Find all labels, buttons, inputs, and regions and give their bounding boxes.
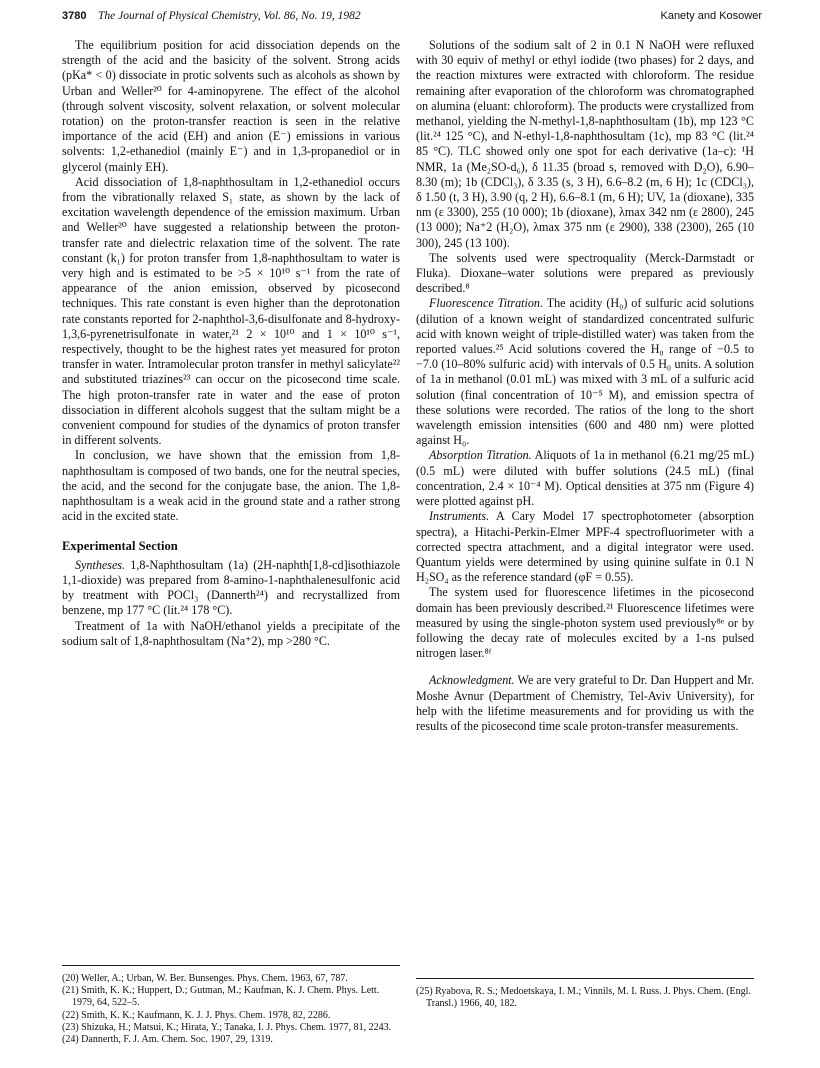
footnote-20: (20) Weller, A.; Urban, W. Ber. Bunsenges. Phys. Chem. 1963, 67, 787. (62, 973, 348, 984)
paragraph-fluorescence-titration (416, 296, 754, 448)
footnote-21: (21) Smith, K. K.; Huppert, D.; Gutman, M.; Kaufman, K. J. Chem. Phys. Lett. 1979, 64, 522–5. (62, 985, 380, 1009)
right-footnotes (416, 978, 754, 1010)
journal-citation: The Journal of Physical Chemistry, Vol. 86, No. 19, 1982 (98, 10, 361, 22)
fluorescence-body: The acidity (H₀) of sulfuric acid solutions (dilution of a known weight of standardized concentrated sulfuric acid with known weight of triple-distilled water) was taken from the reported values.²⁵ Acid solutions covered the H₀ range of −0.5 to −7.0 (10–80% sulfuric acid) with intervals of 0.5 H₀ units. A solution of 1a in methanol (0.01 mL) was mixed with 3 mL of a sulfuric acid solution (final concentration of 10⁻⁵ M), and emission spectra of these solutions were recorded. The ratios of the long to the short wavelength emission intensities (600 and 480 nm) were plotted against H₀. (416, 296, 754, 448)
paragraph-solvents: The solvents used were spectroquality (Merck-Darmstadt or Fluka). Dioxane–water solutions were prepared as previously described.⁸ (416, 250, 754, 296)
footnote-23: (23) Shizuka, H.; Matsui, K.; Hirata, Y.; Tanaka, I. J. Phys. Chem. 1977, 81, 2243. (62, 1021, 392, 1033)
instruments-body: A Cary Model 17 spectrophotometer (absorption spectra), a Hitachi-Perkin-Elmer MPF-4 spectrofluorimeter with a corrected spectra attachment, and a digital integrator were used. Quantum yields were determined by using quinine sulfate in 0.1 N H₂SO₄ as the reference standard (φF = 0.55). (416, 509, 754, 585)
running-authors: Kanety and Kosower (660, 10, 762, 22)
footnote-rule-right (416, 978, 754, 979)
paragraph-acknowledgment (416, 673, 754, 734)
paragraph-conclusion: In conclusion, we have shown that the emission from 1,8-naphthosultam is composed of two bands, one for the neutral species, the acid, and the second for the conjugate base, the anion. The 1,8-naphthosultam is a weak acid in the ground state and a rather strong acid in the excited state. (62, 448, 400, 524)
paragraph-sodium-salt-reflux: Solutions of the sodium salt of 2 in 0.1 N NaOH were refluxed with 30 equiv of methyl or ethyl iodide (two phases) for 2 days, and the reaction mixtures were extracted with chloroform. The residue remaining after evaporation of the chloroform was chromatographed on alumina (eluant: chloroform). The products were crystallized from methanol, yielding the N-methyl-1,8-naphthosultam (1b), mp 123 °C (lit.²⁴ 125 °C), and N-ethyl-1,8-naphthosultam (1c), mp 83 °C (lit.²⁴ 85 °C). TLC showed only one spot for each derivative (1a–c): ¹H NMR, 1a (Me₂SO-d₆), δ 11.35 (broad s, removed with D₂O), 6.90–8.30 (m); 1b (CDCl₃), δ 3.35 (s, 3 H), 6.6–8.2 (m, 6 H); 1c (CDCl₃), δ 1.50 (t, 3 H), 3.90 (q, 2 H), 6.6–8.1 (m, 6 H); UV, 1a (dioxane), 335 nm (ε 3300), 255 (10 000); 1b (dioxane), λmax 342 nm (ε 2800), 245 (13 000); Na⁺2 (H₂O), λmax 375 nm (ε 2900), 338 (2300), 265 (10 300), 245 (13 100). (416, 38, 754, 250)
page-header (62, 10, 762, 26)
paragraph-acid-dissociation: Acid dissociation of 1,8-naphthosultam in 1,2-ethanediol occurs from the vibrationally relaxed S₁ state, as shown by the lack of excitation wavelength dependence of the emission maximum. Urban and Weller²⁰ have suggested a relationship between the proton-transfer rate and dielectric relaxation time of the solvent. The rate constant (k₁) for proton transfer from 1,8-naphthosultam to water is very high and is estimated to be >5 × 10¹⁰ s⁻¹ from the rate of appearance of the anion emission, observed by picosecond techniques. This rate constant is even higher than the deprotonation rate constants reported for 2-naphthol-3,6-disulfonate and 8-hydroxy-1,3,6-pyrenetrisulfonate in water,²¹ 2 × 10¹⁰ and 1 × 10¹⁰ s⁻¹, respectively, thought to be the highest rates yet measured for proton transfer in water. Intramolecular proton transfer in methyl salicylate²² and substituted triazines²³ can occur on the picosecond time scale. The high proton-transfer rate in water and the ease of proton dissociation in different alcohols suggest that the sultam might be a convenient compound for studies of the dynamics of proton transfer in different solvents. (62, 174, 400, 448)
syntheses-lead: Syntheses. (75, 557, 126, 572)
paragraph-lifetimes: The system used for fluorescence lifetimes in the picosecond domain has been previously described.²¹ Fluorescence lifetimes were measured by using the single-photon system used previously⁸ᵉ or by following the decay rate of molecules excited by a 1-ns pulsed nitrogen laser.⁸ᶠ (416, 585, 754, 661)
footnote-24: (24) Dannerth, F. J. Am. Chem. Soc. 1907, 29, 1319. (62, 1034, 273, 1046)
footnote-25: (25) Ryabova, R. S.; Medoetskaya, I. M.; Vinnils, M. I. Russ. J. Phys. Chem. (Engl. Transl.) 1966, 40, 182. (416, 986, 751, 1010)
page-number: 3780 (62, 10, 87, 22)
paragraph-sodium-salt: Treatment of 1a with NaOH/ethanol yields a precipitate of the sodium salt of 1,8-naphthosultam (Na⁺2), mp >280 °C. (62, 618, 400, 648)
fluorescence-lead: Fluorescence Titration. (429, 296, 544, 311)
paragraph-absorption-titration (416, 448, 754, 509)
paragraph-syntheses (62, 558, 400, 619)
right-column (416, 38, 754, 734)
acknowledgment-lead: Acknowledgment. (429, 673, 515, 688)
left-footnotes (62, 965, 400, 1046)
section-title-experimental: Experimental Section (62, 538, 178, 553)
left-column (62, 38, 400, 649)
syntheses-body: 1,8-Naphthosultam (1a) (2H-naphth[1,8-cd]isothiazole 1,1-dioxide) was prepared from 8-amino-1-naphthalenesulfonic acid by treatment with POCl₃ (Dannerth²⁴) and recrystallized from benzene, mp 177 °C (lit.²⁴ 178 °C). (62, 557, 400, 618)
absorption-lead: Absorption Titration. (429, 448, 532, 463)
footnote-rule (62, 965, 400, 966)
acknowledgment-body: We are very grateful to Dr. Dan Huppert and Mr. Moshe Avnur (Department of Chemistry, Tel-Aviv University), for help with the lifetime measurements and for providing us with the results of the picosecond time scale proton-transfer measurements. (416, 673, 754, 733)
paragraph-instruments (416, 509, 754, 585)
footnote-22: (22) Smith, K. K.; Kaufmann, K. J. J. Phys. Chem. 1978, 82, 2286. (62, 1009, 331, 1021)
instruments-lead: Instruments. (429, 509, 490, 524)
absorption-body: Aliquots of 1a in methanol (6.21 mg/25 mL) (0.5 mL) were diluted with buffer solutions (24.5 mL) (final concentration, 2.4 × 10⁻⁴ M). Optical densities at 375 nm (Figure 4) were plotted against pH. (416, 448, 754, 509)
paragraph-equilibrium: The equilibrium position for acid dissociation depends on the strength of the acid and the basicity of the solvent. Strong acids (pKa* < 0) dissociate in protic solvents such as alcohols as shown by Urban and Weller²⁰ for 4-aminopyrene. The effect of the alcohol (through solvent viscosity, solvent relaxation, or solvent molecular rotation) on the proton-transfer reaction is seen in the relative importance of the acid (EH) and anion (E⁻) emissions in various solvents: 1,2-ethanediol (mainly E⁻) and in 1,3-propanediol or in glycerol (mainly EH). (62, 38, 400, 174)
